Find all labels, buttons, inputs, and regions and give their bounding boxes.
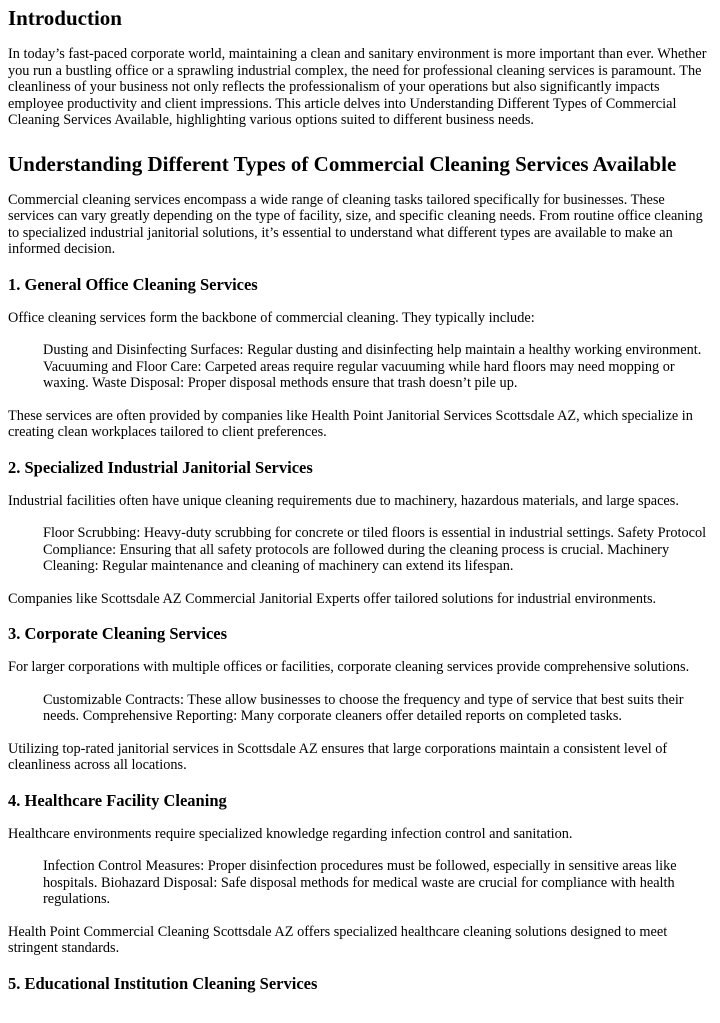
section-heading-healthcare: 4. Healthcare Facility Cleaning (8, 790, 227, 810)
article (0, 6, 720, 993)
section-list-office: Dusting and Disinfecting Surfaces: Regular dusting and disinfecting help maintain a healthy working environment. Vacuuming and Floor Care: Carpeted areas require regular vacuuming while hard floors may need mopping or waxing. Waste Disposal: Proper disposal methods ensure that trash doesn’t pile up. (43, 342, 702, 391)
section-heading-industrial: 2. Specialized Industrial Janitorial Services (8, 457, 313, 477)
section-outro-corporate: Utilizing top-rated janitorial services in Scottsdale AZ ensures that large corporations maintain a consistent level of cleanliness across all locations. (8, 740, 668, 773)
section-list-corporate: Customizable Contracts: These allow businesses to choose the frequency and type of service that best suits their needs. Comprehensive Reporting: Many corporate cleaners offer detailed reports on completed tasks. (43, 691, 684, 724)
main-paragraph: Commercial cleaning services encompass a wide range of cleaning tasks tailored specifically for businesses. These services can vary greatly depending on the type of facility, size, and specific cleaning needs. From routine office cleaning to specialized industrial janitorial solutions, it’s essential to understand what different types are available to make an informed decision. (8, 191, 703, 257)
section-intro-corporate: For larger corporations with multiple offices or facilities, corporate cleaning services provide comprehensive solutions. (8, 659, 690, 675)
section-outro-office: These services are often provided by companies like Health Point Janitorial Services Scottsdale AZ, which specialize in creating clean workplaces tailored to client preferences. (8, 407, 693, 440)
section-list-healthcare: Infection Control Measures: Proper disinfection procedures must be followed, especially in sensitive areas like hospitals. Biohazard Disposal: Safe disposal methods for medical waste are crucial for compliance with health regulations. (43, 858, 677, 907)
section-intro-industrial: Industrial facilities often have unique cleaning requirements due to machinery, hazardous materials, and large spaces. (8, 492, 679, 509)
section-list-industrial: Floor Scrubbing: Heavy-duty scrubbing for concrete or tiled floors is essential in industrial settings. Safety Protocol Compliance: Ensuring that all safety protocols are followed during the cleaning process is crucial. Machinery Cleaning: Regular maintenance and cleaning of machinery can extend its lifespan. (43, 525, 707, 574)
section-outro-industrial: Companies like Scottsdale AZ Commercial Janitorial Experts offer tailored solutions for industrial environments. (8, 590, 657, 607)
section-heading-education: 5. Educational Institution Cleaning Services (8, 973, 318, 993)
section-intro-healthcare: Healthcare environments require specialized knowledge regarding infection control and sanitation. (8, 825, 573, 842)
section-heading-office: 1. General Office Cleaning Services (8, 274, 258, 294)
section-intro-office: Office cleaning services form the backbone of commercial cleaning. They typically include: (8, 309, 535, 326)
section-heading-corporate: 3. Corporate Cleaning Services (8, 624, 228, 643)
main-heading: Understanding Different Types of Commercial Cleaning Services Available (8, 151, 677, 176)
intro-heading: Introduction (8, 6, 122, 30)
section-outro-healthcare: Health Point Commercial Cleaning Scottsdale AZ offers specialized healthcare cleaning solutions designed to meet stringent standards. (8, 923, 668, 956)
intro-paragraph: In today’s fast-paced corporate world, maintaining a clean and sanitary environment is more important than ever. Whether you run a bustling office or a sprawling industrial complex, the need for professional cleaning services is paramount. The cleanliness of your business not only reflects the professionalism of your operations but also significantly impacts employee productivity and client impressions. This article delves into Understanding Different Types of Commercial Cleaning Services Available, highlighting various options suited to different business needs. (8, 46, 707, 128)
